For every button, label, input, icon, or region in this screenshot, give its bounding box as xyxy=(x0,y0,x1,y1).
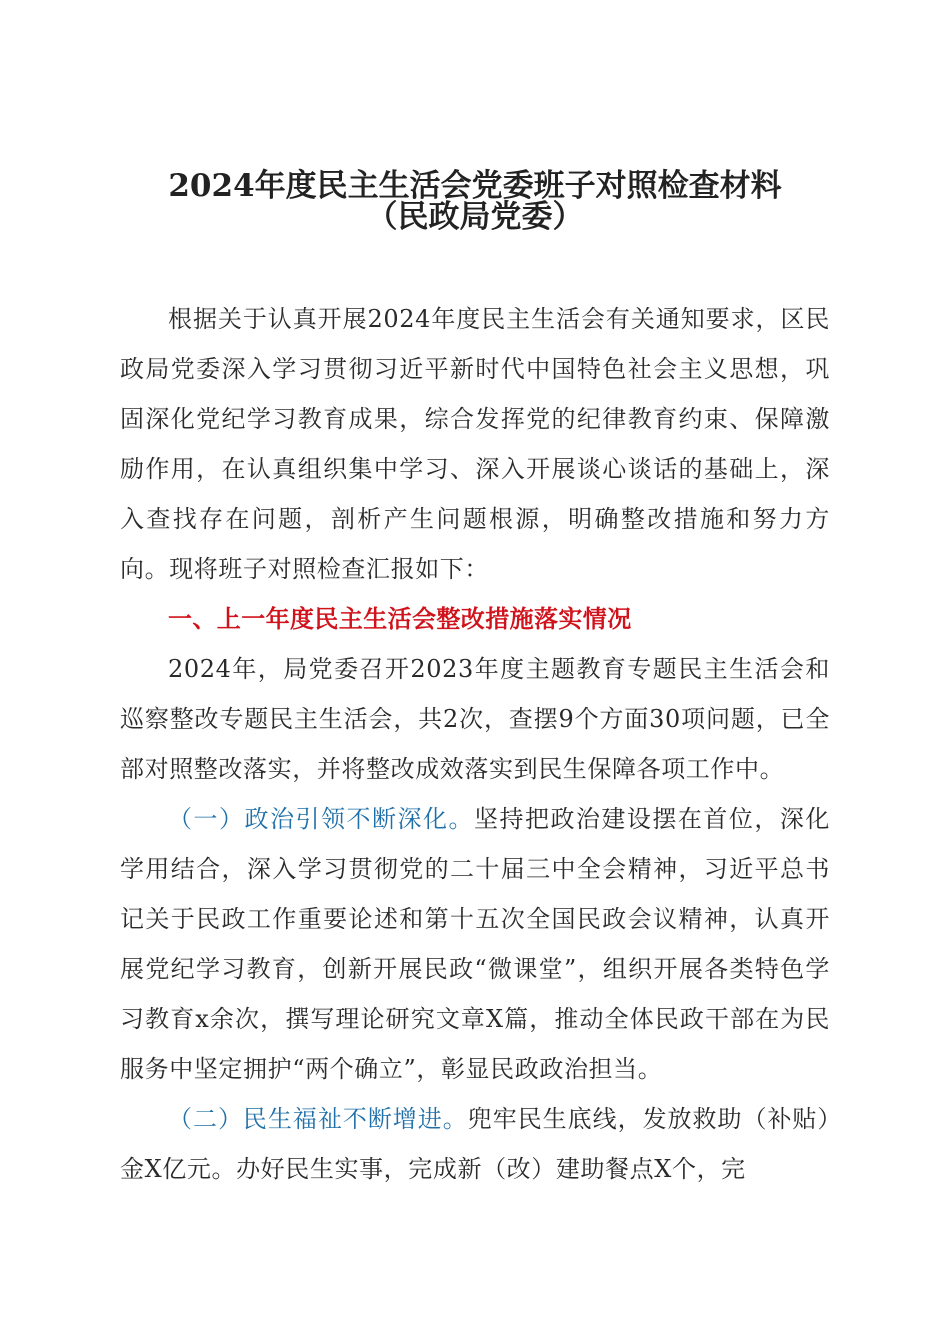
subsection-2-paragraph xyxy=(120,1094,830,1194)
subsection-1-paragraph xyxy=(120,794,830,1094)
section-heading-1: 一、上一年度民主生活会整改措施落实情况 xyxy=(168,605,632,633)
document-title: 2024年度民主生活会党委班子对照检查材料 xyxy=(168,168,782,204)
subsection-2-text: 兜牢民生底线，发放救助（补贴）金X亿元。办好民生实事，完成新（改）建助餐点X个，完 xyxy=(120,1105,831,1183)
document-body xyxy=(120,294,830,1194)
subsection-2-heading: （二）民生福祉不断增进。 xyxy=(168,1105,468,1133)
intro-paragraph: 根据关于认真开展2024年度民主生活会有关通知要求，区民政局党委深入学习贯彻习近平新时代中国特色社会主义思想，巩固深化党纪学习教育成果，综合发挥党的纪律教育约束、保障激励作用，在认真组织集中学习、深入开展谈心谈话的基础上，深入查找存在问题，剖析产生问题根源，明确整改措施和努力方向。现将班子对照检查汇报如下： xyxy=(120,305,830,583)
document-subtitle: （民政局党委） xyxy=(366,199,584,235)
subsection-1-text: 坚持把政治建设摆在首位，深化学用结合，深入学习贯彻党的二十届三中全会精神，习近平总书记关于民政工作重要论述和第十五次全国民政会议精神，认真开展党纪学习教育，创新开展民政“微课堂”，组织开展各类特色学习教育x余次，撰写理论研究文章X篇，推动全体民政干部在为民服务中坚定拥护“两个确立”，彰显民政政治担当。 xyxy=(120,805,830,1083)
subsection-1-heading: （一）政治引领不断深化。 xyxy=(168,805,474,833)
section1-paragraph: 2024年，局党委召开2023年度主题教育专题民主生活会和巡察整改专题民主生活会，共2次，查摆9个方面30项问题，已全部对照整改落实，并将整改成效落实到民生保障各项工作中。 xyxy=(120,655,830,783)
